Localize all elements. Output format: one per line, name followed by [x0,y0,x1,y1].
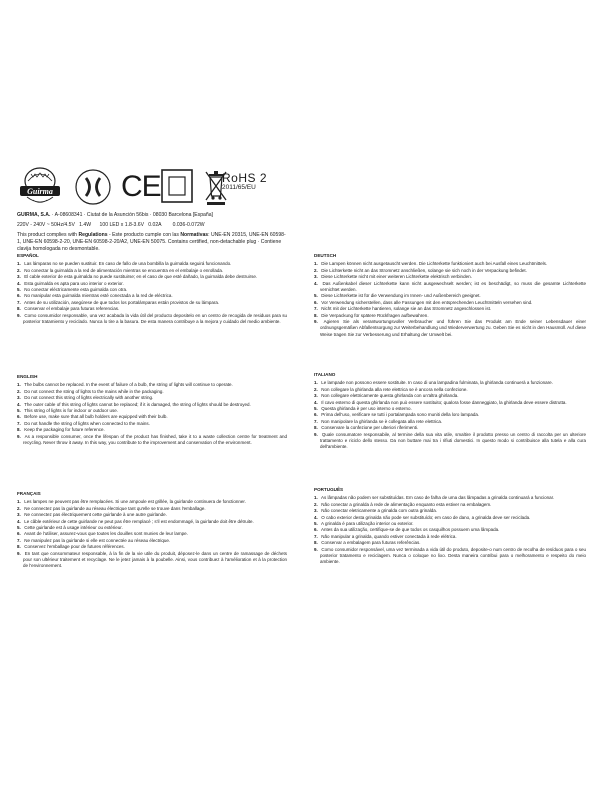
instruction-number: 7. [17,537,21,543]
instruction-number: 6. [17,531,21,537]
section-fr [17,491,287,570]
instruction-number: 5. [17,525,21,531]
instruction-item [314,281,586,294]
instruction-number: 1. [314,380,318,386]
instruction-list [314,495,586,565]
instruction-text: Non collegare la ghirlanda alla rete elettrica se è ancora nella confezione. [320,386,468,392]
instruction-text: Conservare la confezione per ulteriori riferimenti. [320,425,419,431]
instruction-text: Quale consumatore responsabile, al termine della sua vita utile, smaltire il prodotto presso un centro di raccolta per un ulteriore trattamento e riciclo dello stesso. Da non buttare mai tra i rifiuti domestici. In questo modo si contribuisce alla tutela e alla cura dell'ambiente. [320,431,586,450]
instruction-list [17,499,287,569]
instruction-text: Nicht mit der Lichterkette hantieren, solange sie an das Stromnetz angeschlossen ist. [320,306,492,312]
instruction-text: Conservez l'emballage pour de futures références. [23,544,125,550]
section-title: DEUTSCH [314,253,337,258]
instruction-number: 7. [314,418,318,424]
instruction-number: 5. [17,408,21,414]
instruction-text: Il cavo esterno di questa ghirlanda non può essere sostituito; qualora fosse danneggiato, la ghirlanda deve essere distrutta. [320,399,567,405]
instruction-number: 2. [314,501,318,507]
instruction-text: The bulbs cannot be replaced. In the event of failure of a bulb, the string of lights will continue to operate. [23,382,233,388]
section-it [314,372,586,451]
instruction-text: As a responsible consumer, once the lifespan of the product has finished, take it to a waste collection centre for treatment and recycling. Never throw it away. In this way, you contribute to the improvement and conservation of the environment. [23,433,287,446]
instruction-text: Agieren Sie als verantwortungsvoller Verbraucher und führen Sie das Produkt am Ende seiner Lebensdauer einer ordnungsgemäßen Abfallentsorgung zur Weiterbehandlung und Wiederverwertung zu. Geben Sie es nicht in den Hausmüll. Auf diese Weise tragen Sie zur Verbesserung und Erhaltung der Umwelt bei. [320,319,586,337]
instruction-text: Cette guirlande est à usage intérieur ou extérieur. [23,525,123,531]
section-title: PORTUGUÊS [314,487,344,492]
instruction-number: 8. [314,425,318,431]
instruction-number: 2. [314,267,318,273]
instruction-number: 7. [17,420,21,426]
section-title: ENGLISH [17,374,38,379]
instruction-number: 9. [17,550,21,556]
instruction-text: Ne connectez pas la guirlande au réseau électrique tant qu'elle se trouve dans l'emballage. [23,505,206,511]
instruction-number: 5. [17,287,21,293]
company-name: GUIRMA, S.A. [17,212,51,218]
instruction-text: As lâmpadas não podem ser substituídas. Em caso de falha de uma das lâmpadas a grinalda continuará a funcionar. [320,495,555,501]
instruction-number: 6. [314,299,318,305]
instruction-number: 8. [314,312,318,318]
instruction-text: Diese Lichterkette nicht mit einer weiteren Lichterkette elektrisch verbinden. [320,274,472,280]
instruction-item [17,434,287,447]
instruction-text: Before use, make sure that all bulb holders are equipped with their bulb. [23,414,168,420]
instruction-number: 5. [314,521,318,527]
instruction-text: This string of lights is for indoor or outdoor use. [23,408,118,414]
rohs-directive: 2011/65/EU [222,184,256,191]
instruction-text: Le lampade non possono essere sostituite. In caso di una lampadina fulminata, la ghirlanda continuerà a funzionare. [320,380,553,386]
instruction-number: 4. [314,399,318,405]
instruction-text: Conservar el embalaje para futuras referencias. [23,306,120,312]
instruction-number: 3. [314,274,318,280]
rohs-title: RoHS 2 [222,171,268,185]
instruction-number: 6. [314,527,318,533]
instruction-number: 5. [314,293,318,299]
instruction-text: Diese Lichterkette ist für die Verwendung im Innen- und Außenbereich geeignet. [320,293,481,299]
section-title: FRANÇAIS [17,491,41,496]
instruction-text: Die Verpackung für spätere Rückfragen aufbewahren. [320,312,429,318]
instruction-number: 3. [17,395,21,401]
instruction-text: En tant que consommateur responsable, à la fin de la vie utile du produit, déposez-le dans un centre de ramassage de déchets pour son ultérieur traitement et recyclage. Ne le jetez jamais à la poubelle. Ainsi, vous contribuez à l'amélioration et à la protection de l'environnement. [23,550,287,569]
instruction-number: 1. [17,261,21,267]
instruction-list [314,380,586,450]
instruction-number: 7. [314,533,318,539]
instruction-number: 2. [17,505,21,511]
specs-line: 220V - 240V ~ 50Hz/4.5V 1.4W 100 LED x 1.8-3.6V 0.02A 0.036-0.072W [17,222,205,229]
instruction-number: 3. [17,512,21,518]
instruction-text: Como consumidor responsable, una vez acabada la vida útil del producto depositelo en un centro de recogida de residuos para su posterior tratamiento y reciclado. Nunca lo tire a la basura. De esta manera contribuye a la mejora y cuidado del medio ambiente. [23,312,287,325]
instruction-text: Les lampes ne peuvent pas être remplacées. Si une ampoule est grillée, la guirlande continuera de fonctionner. [23,499,246,505]
instruction-text: No conectar eléctricamente esta guirnalda con otra. [23,287,128,293]
instruction-number: 6. [17,293,21,299]
instruction-text: Die Lampen können nicht ausgetauscht werden. Die Lichterkette funktioniert auch bei Ausfall eines Leuchtmittels. [320,261,548,267]
company-line [17,212,287,219]
instruction-text: Do not connect the string of lights to the mains while in the packaging. [23,388,164,394]
instruction-number: 2. [17,388,21,394]
instruction-text: No conectar la guirnalda a la red de alimentación mientras se encuentra en el embalaje o enrollada. [23,267,224,273]
instruction-item [17,313,287,326]
instruction-text: Ne manipulez pas la guirlande si elle est connectée au réseau électrique. [23,537,171,543]
instruction-text: Non manipolare la ghirlanda se è collegata alla rete elettrica. [320,418,443,424]
instruction-number: 9. [17,433,21,439]
instruction-number: 4. [314,514,318,520]
instruction-list [17,382,287,446]
compliance-text: This product complies with Regulations - Este producto cumple con las Normativas: UNE-EN 20315, UNE-EN 60598-1, UNE-EN 60598-2-20, UNE-EN 60598-2-20/A2, UNE-EN 50075. Contains certified, non-detachable plug · Contiene clavija homologada no desmontable. [17,232,286,252]
instruction-text: Conservar a embalagem para futuras referências. [320,540,421,546]
instruction-text: Antes da sua utilização, certifique-se de que todos os casquilhos possuem uma lâmpada. [320,527,500,533]
instruction-number: 6. [314,412,318,418]
instruction-number: 4. [17,518,21,524]
instruction-item [314,432,586,451]
instruction-number: 8. [17,306,21,312]
instruction-text: Como consumidor responsável, uma vez terminada a vida útil do produto, deposite-o num centro de recolha de resíduos para o seu posterior tratamento e reciclagem. Nunca o coloque no lixo. Desta maneira contribui para o melhoramento e respeito do meio ambiente. [320,546,586,565]
instruction-text: No manipular esta guirnalda mientras esté conectada a la red de eléctrica. [23,293,173,299]
instruction-list [314,261,586,338]
instruction-number: 4. [17,401,21,407]
instruction-list [17,261,287,325]
instruction-number: 9. [314,319,318,325]
instruction-text: Die Lichterkette nicht an das Stromnetz anschließen, solange sie sich noch in der Verpackung befindet. [320,267,527,273]
certification-logos [17,166,417,208]
instruction-number: 9. [17,312,21,318]
instruction-text: El cable exterior de esta guirnalda no puede sustituirse; en el caso de que esté dañado, la guirnalda debe destruirse. [23,274,258,280]
instruction-number: 4. [314,280,318,286]
guirma-logo-text: Guirma [27,187,53,196]
instruction-number: 4. [17,280,21,286]
guirma-logo-icon [17,166,63,208]
instruction-number: 1. [17,382,21,388]
instruction-text: Das Außenkabel dieser Lichterkette kann nicht ausgewechselt werden; ist es beschädigt, so muss die gesamte Lichterkette vernichtet werden. [320,280,586,293]
instruction-text: Questa ghirlanda è per uso interno o esterno. [320,406,412,412]
instruction-number: 8. [17,427,21,433]
instruction-number: 9. [314,431,318,437]
instruction-text: Ne connectez pas électriquement cette guirlande à une autre guirlande. [23,512,167,518]
instruction-number: 3. [314,508,318,514]
instruction-number: 9. [314,546,318,552]
instruction-text: Prima dell'uso, verificare se tutti i portalampada sono muniti della loro lampada. [320,412,480,418]
instruction-number: 2. [17,267,21,273]
header-block [17,212,287,256]
instruction-number: 1. [314,495,318,501]
instruction-number: 8. [17,544,21,550]
green-dot-recycle-icon [74,168,112,206]
section-en [17,374,287,446]
instruction-number: 1. [314,261,318,267]
instruction-text: The outer cable of this string of lights cannot be replaced; if it is damaged, the string of lights should be destroyed. [23,401,251,407]
section-title: ESPAÑOL [17,253,39,258]
instruction-text: Le câble extérieur de cette guirlande ne peut pas être remplacé ; s'il est endommagé, la guirlande doit être détruite. [23,518,254,524]
instruction-text: A grinalda é para utilização interior ou exterior. [320,521,414,527]
company-details: · A-08608341 · Ciutat de la Asunción 56bis · 08030 Barcelona [España] [50,212,213,218]
instruction-text: Não conectar a grinalda à rede de alimentação enquanto esta estiver na embalagem. [320,501,492,507]
rohs-mark [222,172,292,192]
instruction-item [314,547,586,566]
instruction-text: Do not handle the string of lights when connected to the mains. [23,420,150,426]
indoor-use-icon [161,169,193,203]
ce-mark-icon: CE [121,170,161,203]
instruction-text: Esta guirnalda es apta para uso interior o exterior. [23,280,124,286]
instruction-number: 7. [17,299,21,305]
section-de [314,253,586,338]
instruction-number: 3. [314,393,318,399]
instruction-text: Las lámparas no se pueden sustituir. En caso de fallo de una bombilla la guirnalda seguirá funcionando. [23,261,232,267]
instruction-text: Keep the packaging for future reference. [23,427,105,433]
instruction-text: Antes de su utilización, asegúrese de que todos los portalámparas están provistos de su lámpara. [23,299,220,305]
instruction-text: Não manipular a grinalda, quando estiver conectada à rede elétrica. [320,533,457,539]
instruction-text: Não conectar eletricamente a grinalda com outra grinalda. [320,508,438,514]
instruction-text: O cabo exterior desta grinalda não pode ser substituído; em caso de dano, a grinalda deve ser reciclada. [320,514,531,520]
instruction-number: 1. [17,499,21,505]
section-pt [314,487,586,566]
instruction-number: 8. [314,540,318,546]
instruction-text: Non collegare elettricamente questa ghirlanda con un'altra ghirlanda. [320,393,459,399]
instruction-number: 3. [17,274,21,280]
instruction-text: Vor Verwendung sicherstellen, dass alle Fassungen mit den entsprechenden Leuchtmitteln versehen sind. [320,299,533,305]
instruction-item [17,551,287,570]
section-es [17,253,287,325]
instruction-text: Do not connect this string of lights electrically with another string. [23,395,154,401]
instruction-item [314,319,586,338]
instruction-text: Avant de l'utiliser, assurez-vous que toutes les douilles sont munies de leur lampe. [23,531,188,537]
instruction-number: 7. [314,306,318,312]
section-title: ITALIANO [314,372,336,377]
instruction-number: 2. [314,386,318,392]
instruction-number: 5. [314,406,318,412]
instruction-number: 6. [17,414,21,420]
